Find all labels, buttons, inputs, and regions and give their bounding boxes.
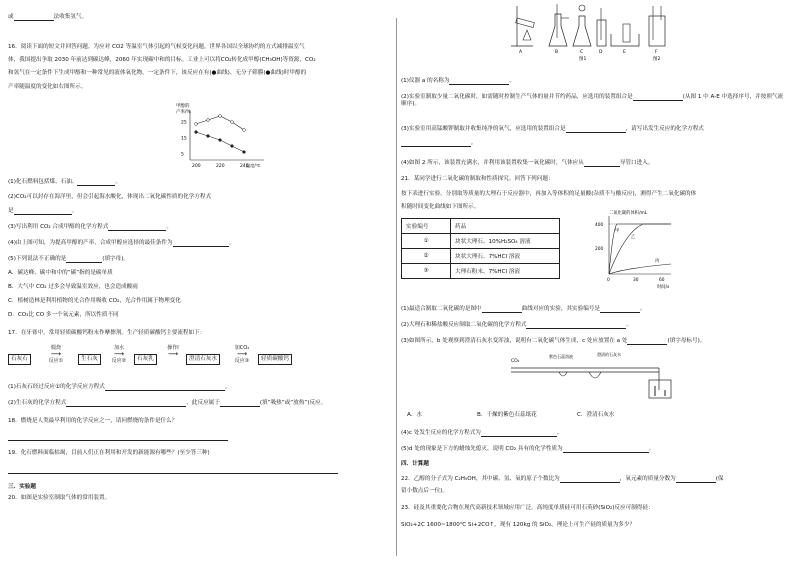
flow-reaction-label: 反应② [111,358,127,364]
test-tube [516,18,535,27]
flow-box: 石灰石 [8,354,31,365]
question-line [8,312,119,319]
question-line [401,505,654,512]
line-text: (2)大理石和稀盐酸反应制取二氧化碳的化学方程式 [401,322,527,328]
table-header-row [402,219,560,234]
data-point [219,115,222,118]
answer-blank[interactable] [14,14,54,21]
line-text: 。 [556,430,563,436]
line-text: 18．燃烧是人类最早利用的化学反应之一，请问燃烧的条件是什么？ [8,418,178,424]
gas-bottle [649,16,665,46]
line-text: (填字母)。 [102,256,130,262]
data-point [231,145,234,148]
option-choice[interactable]: B．干燥的紫色石蕊纸花 [477,412,537,418]
answer-blank[interactable] [173,240,229,247]
line-text: 22．乙醇的分子式为 C₂H₅OH，其中碳、氢、氧的原子个数比为 [401,476,560,482]
table-cell: ② [402,249,451,264]
apparatus-label: A [519,50,523,55]
flow-arrow [36,345,76,364]
gas-label: CO₂ [511,359,520,364]
line-text: (1)石灰石经过反应①的化学反应方程式 [8,384,105,390]
answer-blank[interactable] [105,384,225,391]
line-text: 产率随温度的变化如右图所示。 [8,84,87,90]
figure-label: 图1 [579,57,587,62]
left-column [8,0,390,562]
arrow-shaft: ⟶ [236,350,248,358]
line-text: 或 [8,14,14,20]
line-text: 。 [648,446,655,452]
x-tick-label: 220 [216,164,225,169]
table-cell: ① [402,234,451,249]
y-axis-label: 产率/% [176,110,191,115]
question-line [401,306,646,313]
line-text: 法收集氢气。 [53,14,88,20]
question-line [401,204,479,211]
methanol-yield-chart [174,102,274,174]
question-line [401,461,429,468]
answer-blank[interactable] [481,430,557,437]
beaker [649,380,671,398]
table-cell: 大理石粉末、7%HCl 溶液 [451,264,560,279]
line-text: (保 [715,476,724,482]
line-text: 留小数点后一位)。 [401,488,448,494]
x-tick-label: 0 [607,278,610,283]
line-text: (1)最适合制取二氧化碳的是图中 [401,306,482,312]
separatory-funnel [579,5,585,11]
table-cell: 块状大理石、10%H₂SO₄ 溶液 [451,234,560,249]
table-row [402,249,560,264]
y-tick-label: 200 [595,247,604,252]
question-line [8,270,113,277]
answer-blank[interactable] [526,322,626,329]
question-line [8,298,181,305]
question-line [401,338,705,345]
answer-blank[interactable] [676,476,716,483]
q16-text-line [8,57,316,64]
question-line [401,488,448,495]
line-text: D．CO₂比 CO 多一个氧元素，所以性质不同 [8,312,119,318]
line-text: C．植树造林是利用植物的光合作用吸收 CO₂，光合作用属于物理变化 [8,298,181,304]
x-axis-label: 时间/s [657,285,670,290]
apparatus-figure [509,0,679,62]
apparatus-label: B [555,50,559,55]
table-row [402,234,560,249]
curve-with-membrane [196,116,244,130]
water-trough [611,34,639,46]
answer-blank[interactable] [220,400,260,407]
co2-tube-setup [509,350,679,402]
line-text: 是 [8,208,14,214]
flow-step-label: 煅烧 [50,345,61,351]
question-line [8,208,77,215]
line-text: (2)CO₂可以封存在海洋里，但会引起海水酸化，体现出二氧化碳性质的化学方程式 [8,194,212,200]
line-text: (3)如图所示，b 处观察到澄清石灰水变浑浊，说明有二氧化碳气体生成，c 处应放置在 a 处 [401,338,628,344]
curve-bing [609,264,671,274]
answer-blank[interactable] [449,78,509,85]
arrow-shaft: ⟶ [113,350,125,358]
column-divider [396,18,397,556]
table-header-cell: 药品 [451,219,560,234]
flask-c [573,16,591,46]
data-point [243,129,246,132]
line-text: (1)仪器 a 的名称为 [401,78,450,84]
flow-reaction-label: 反应③ [234,358,250,364]
flow-reaction-label: 反应① [48,358,64,364]
alcohol-lamp [523,30,531,40]
line-text: (4)如图 2 所示，该装置充满水，并利用该装置收集一氧化碳时，气体应从 [401,160,584,166]
question-line [8,224,172,231]
x-tick-label: 200 [192,164,201,169]
line-text: 。 [71,208,78,214]
line-text: 。 [224,384,231,390]
table-row [402,264,560,279]
data-point [243,151,246,154]
question-line [401,176,554,183]
line-text: (从图 1 中 A-E 中选择序号，并按照气流顺序)。 [401,94,784,107]
question-line [401,94,787,108]
data-point [195,131,198,134]
line-text: (填“吸热”或“放热”)反应。 [259,400,327,406]
answer-blank[interactable] [560,476,620,483]
answer-blank[interactable] [563,446,649,453]
flow-arrow [106,345,132,364]
reagent-label: 紫色石蕊溶液 [549,354,573,359]
answer-blank[interactable] [14,208,72,215]
option-choice[interactable]: C．澄清石灰水 [577,412,615,418]
flow-box: 轻质碳酸钙 [258,354,292,365]
flow-box: 生石灰 [78,354,101,365]
answer-blank[interactable] [8,467,338,474]
y-tick-label: 400 [595,223,604,228]
flow-step-label: 加水 [113,345,124,351]
line-text: 和氢气在一定条件下生成甲醇和一种常见的液体氧化物。一定条件下，该反应在有(●曲线)、无分子筛膜(●曲线)时甲醇的 [8,70,307,76]
flow-box: 澄清石灰水 [186,354,220,365]
line-text: ，请写出发生反应的化学方程式 [625,126,704,132]
question-line [8,450,210,457]
question-line [8,400,326,407]
table-cell: ③ [402,264,451,279]
line-text: 16．阅读下面的短文并回答问题。为应对 CO2 等温室气体引起的气候变化问题，世界各国以全球协约的方式减排温室气 [8,44,305,50]
collecting-bottle [597,20,606,46]
line-text: A．碳达峰、碳中和中的“碳”指的是碳单质 [8,270,113,276]
question-line [8,467,338,474]
q16-text-line [8,84,86,91]
question-line [8,384,230,391]
question-line [401,476,724,483]
table-cell: 块状大理石、7%HCl 溶液 [451,249,560,264]
flow-arrow [228,345,256,364]
u-bend-a [559,372,567,376]
data-point [219,139,222,142]
flow-step-label: 操作Ⅰ [167,345,179,351]
apparatus-label: C [580,50,584,55]
co2-volume-chart [591,208,681,290]
y-tick-label: 25 [181,120,187,126]
reagent-label: 澄清的石灰水 [597,352,621,357]
line-text: (1)化石燃料包括煤、石油、 [8,179,78,185]
question-line [401,140,477,147]
u-bend-b [589,372,601,378]
question-line [8,194,211,201]
line-text: SiO₂+2C 1600~1800℃ Si+2CO↑，现有 120kg 的 SiO₂，理论上可生产硅的质量为多少？ [401,522,636,528]
answer-blank[interactable] [566,126,626,133]
line-text: (2)生石灰的化学方程式 [8,400,67,406]
experiment-table [401,218,560,279]
flow-arrow [162,345,184,358]
line-text: 四．计算题 [401,461,429,467]
answer-blank[interactable] [108,224,166,231]
question-line [8,495,110,502]
option-choice[interactable]: A．水 [407,412,423,418]
question-line [8,256,129,263]
question-line [8,179,121,186]
line-text: (2)实验室制取少量二氧化碳时，如需随时控制生产气体的量并节约药品，应选用的装置组合是 [401,94,633,100]
question-line [8,434,228,441]
q16-text-line [8,44,305,51]
line-text: 按下表进行实验，分别取等质量的大理石于反应器中，再加入等体积的足量酸(杂质不与酸反应)，测得产生二氧化碳的体 [401,191,697,197]
question-line [401,78,515,85]
data-point [207,135,210,138]
apparatus-label: E [623,50,626,55]
q16-text-line [8,14,87,21]
data-point [231,121,234,124]
line-text: 体，我国提出争取 2030 年前达到碳达峰，2060 年实现碳中和的目标。工业上可以将CO₂转化成甲醇(CH₃OH)等资源，CO₂ [8,57,316,63]
answer-blank[interactable] [401,140,471,147]
question-line [8,330,205,337]
line-text: (3)写出利用 CO₂ 合成甲醇的化学方程式 [8,224,109,230]
line-text: (4)c 处发生反应的化学方程式为 [401,430,481,436]
line-text: 。 [471,140,477,146]
line-text: 。 [166,224,172,230]
right-column [401,0,787,562]
line-text: (5)d 处的现象是下方的蜡烛先熄灭，说明 CO₂ 具有的化学性质为 [401,446,563,452]
question-line [401,322,632,329]
answer-blank[interactable] [8,434,228,441]
answer-blank[interactable] [627,338,667,345]
line-text: (填字母标号)。 [667,338,706,344]
question-line [401,430,563,437]
line-text: 17．在牙膏中，常用轻质碳酸钙粉末作摩擦剂。生产轻质碳酸钙主要流程如下： [8,330,206,336]
line-text: (3)实验室用高锰酸钾制取并收集纯净的氧气，应选用的装置组合是 [401,126,566,132]
line-text: 20．如图是实验室制取气体的常用装置。 [8,495,111,501]
question-line [8,484,36,491]
question-line [401,126,704,133]
line-text: 。 [639,306,646,312]
y-axis-label: 甲醇的 [176,104,190,109]
curve-no-membrane [196,132,244,152]
question-line [401,191,696,198]
line-text: (4)由上图可知，为提高甲醇的产率，合成甲醇应选择的最佳条件为 [8,240,173,246]
question-line [8,240,234,247]
line-text: B．大气中 CO₂ 过多会导致温室效应，也会造成酸雨 [8,284,138,290]
line-text: 。 [115,179,122,185]
line-text: ，此反应属于 [186,400,220,406]
question-line [401,160,653,167]
line-text: 。 [509,78,516,84]
production-flowchart [8,345,388,375]
curve-label: 甲 [615,229,620,234]
table-header-cell: 实验编号 [402,219,451,234]
question-line [8,418,177,425]
question-line [8,284,138,291]
answer-blank[interactable] [77,179,115,186]
inverted-bottle [623,24,630,42]
question-line [401,446,654,453]
figure-label: 图2 [653,57,661,62]
line-text: 19．化石燃料面临枯竭，目前人们正在利用和开发的新能源有哪些？(至少答三种) [8,450,210,456]
arrow-shaft: ⟶ [50,350,62,358]
conical-flask [549,14,567,46]
answer-blank[interactable] [600,306,640,313]
line-text: 曲线对应的实验，其实验编号是 [521,306,600,312]
line-text: 。 [228,240,235,246]
answer-blank[interactable] [584,160,620,167]
line-text: 三．实验题 [8,484,36,490]
line-text: 23．硅及其重要化合物在现代高新技术领域应用广泛。高纯度单质硅可用石英砂(SiO₂)反应可制得硅： [401,505,654,511]
line-text: ，氧元素的质量分数为 [619,476,676,482]
line-text: 21．某同学进行二氧化碳的制取和性质探究。回答下列问题： [401,176,554,182]
y-tick-label: 15 [181,136,187,142]
data-point [207,119,210,122]
line-text: 。 [626,322,633,328]
x-axis-label: 温度/℃ [246,163,261,168]
answer-blank[interactable] [482,306,522,313]
flow-step-label: 加CO₂ [234,345,250,351]
chart-title: 二氧化碳的体积/mL [609,211,648,216]
answer-blank[interactable] [66,256,102,263]
data-point [195,123,198,126]
x-tick-label: 30 [633,278,639,283]
answer-blank[interactable] [633,94,683,101]
q16-text-line [8,70,306,77]
curve-label: 乙 [631,235,636,240]
answer-blank[interactable] [66,400,186,407]
apparatus-label: D [599,50,603,55]
question-line [401,522,635,529]
arrow-shaft: ⟶ [167,350,179,358]
line-text: (5)下列说法不正确的是 [8,256,67,262]
line-text: 积随时间变化曲线如下图所示。 [401,204,480,210]
curve-label: 丙 [655,259,660,264]
y-tick-label: 5 [181,152,184,158]
line-text: 导管口进入。 [619,160,654,166]
apparatus-label: F [655,50,658,55]
flow-box: 石灰乳 [134,354,157,365]
x-tick-label: 240 [240,164,249,169]
x-tick-label: 60 [659,278,665,283]
